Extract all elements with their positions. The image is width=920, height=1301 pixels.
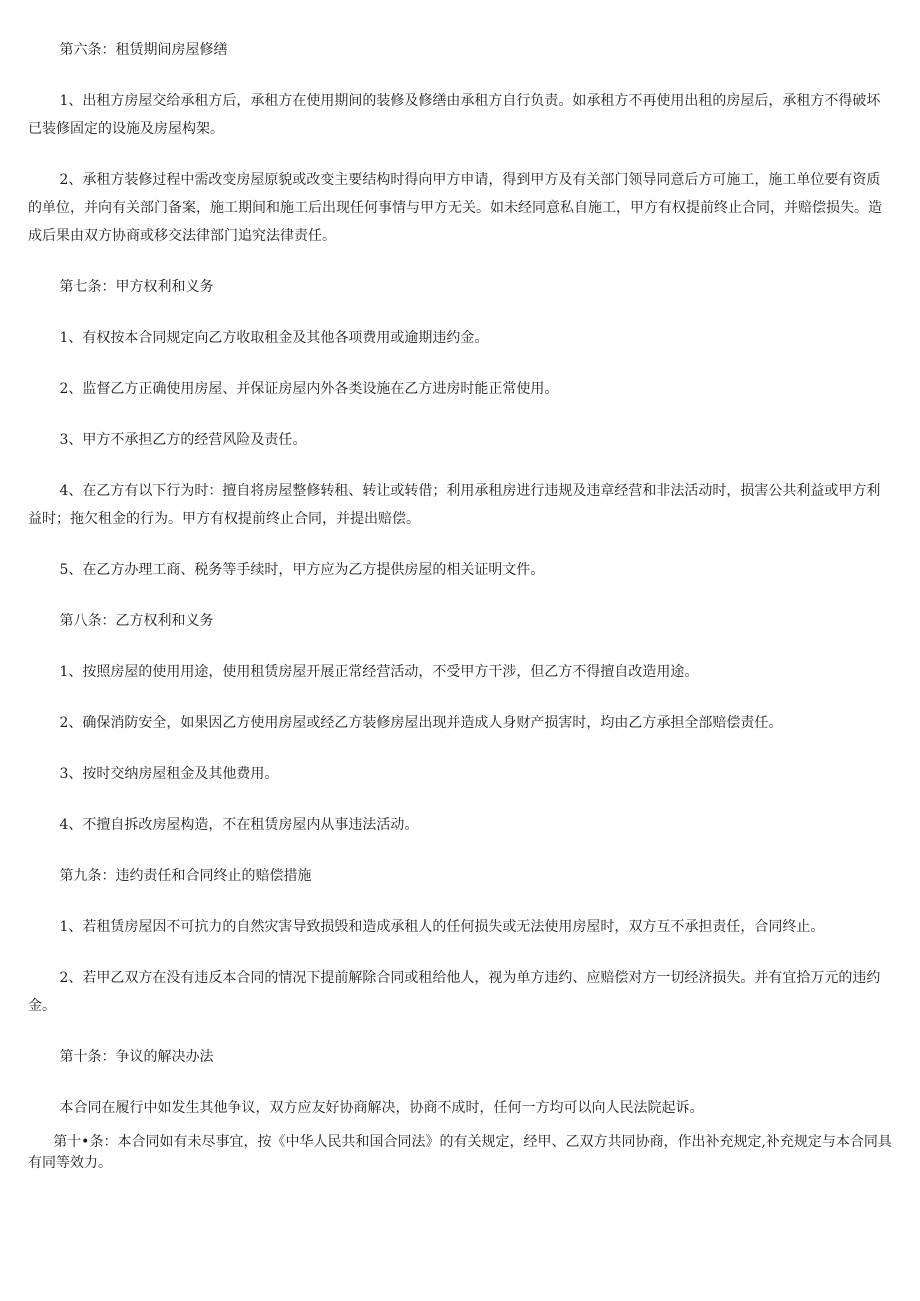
article-8-clause-2: 2、确保消防安全，如果因乙方使用房屋或经乙方装修房屋出现并造成人身财产损害时，均由乙方承担全部赔偿责任。	[59, 715, 783, 731]
article-8-clause-1: 1、按照房屋的使用用途，使用租赁房屋开展正常经营活动，不受甲方干涉，但乙方不得擅自改造用途。	[59, 664, 699, 680]
article-9-heading: 第九条：违约责任和合同终止的赔偿措施	[59, 868, 312, 884]
article-8-clause-3: 3、按时交纳房屋租金及其他费用。	[59, 766, 279, 782]
article-7-clause-3: 3、甲方不承担乙方的经营风险及责任。	[59, 432, 307, 448]
article-7-heading: 第七条：甲方权利和义务	[59, 279, 214, 295]
article-7-clause-1: 1、有权按本合同规定向乙方收取租金及其他各项费用或逾期违约金。	[59, 330, 489, 346]
article-7-clause-5: 5、在乙方办理工商、税务等手续时，甲方应为乙方提供房屋的相关证明文件。	[59, 562, 545, 578]
article-8-heading: 第八条：乙方权利和义务	[59, 613, 214, 629]
article-10-heading: 第十条：争议的解决办法	[59, 1049, 214, 1065]
article-9-clause-1: 1、若租赁房屋因不可抗力的自然灾害导致损毁和造成承租人的任何损失或无法使用房屋时，双方互不承担责任，合同终止。	[59, 919, 825, 935]
article-10-clause-1: 本合同在履行中如发生其他争议，双方应友好协商解决，协商不成时，任何一方均可以向人民法院起诉。	[59, 1100, 704, 1116]
article-6-clause-1: 1、出租方房屋交给承租方后，承租方在使用期间的装修及修缮由承租方自行负责。如承租方不再使用出租的房屋后，承租方不得破坏已装修固定的设施及房屋构架。	[28, 93, 881, 137]
article-7-clause-4: 4、在乙方有以下行为时：擅自将房屋整修转租、转让或转借；利用承租房进行违规及违章经营和非法活动时，损害公共利益或甲方利益时；拖欠租金的行为。甲方有权提前终止合同，并提出赔偿。	[28, 483, 881, 527]
article-8-clause-4: 4、不擅自拆改房屋构造，不在租赁房屋内从事违法活动。	[59, 817, 419, 833]
article-6-heading: 第六条：租赁期间房屋修缮	[59, 42, 228, 58]
article-9-clause-2: 2、若甲乙双方在没有违反本合同的情况下提前解除合同或租给他人，视为单方违约、应赔偿对方一切经济损失。并有宜拾万元的违约金。	[28, 970, 881, 1014]
article-11-clause: 第十•条：本合同如有未尽事宜，按《中华人民共和国合同法》的有关规定，经甲、乙双方共同协商，作出补充规定,补充规定与本合同具有同等效力。	[28, 1134, 892, 1171]
article-6-clause-2: 2、承租方装修过程中需改变房屋原貌或改变主要结构时得向甲方申请，得到甲方及有关部门领导同意后方可施工，施工单位要有资质的单位，并向有关部门备案，施工期间和施工后出现任何事情与甲方无关。如未经同意私自施工，甲方有权提前终止合同，并赔偿损失。造成后果由双方协商或移交法律部门追究法律责任。	[28, 172, 882, 244]
contract-page	[28, 36, 892, 1174]
article-7-clause-2: 2、监督乙方正确使用房屋、并保证房屋内外各类设施在乙方进房时能正常使用。	[59, 381, 559, 397]
